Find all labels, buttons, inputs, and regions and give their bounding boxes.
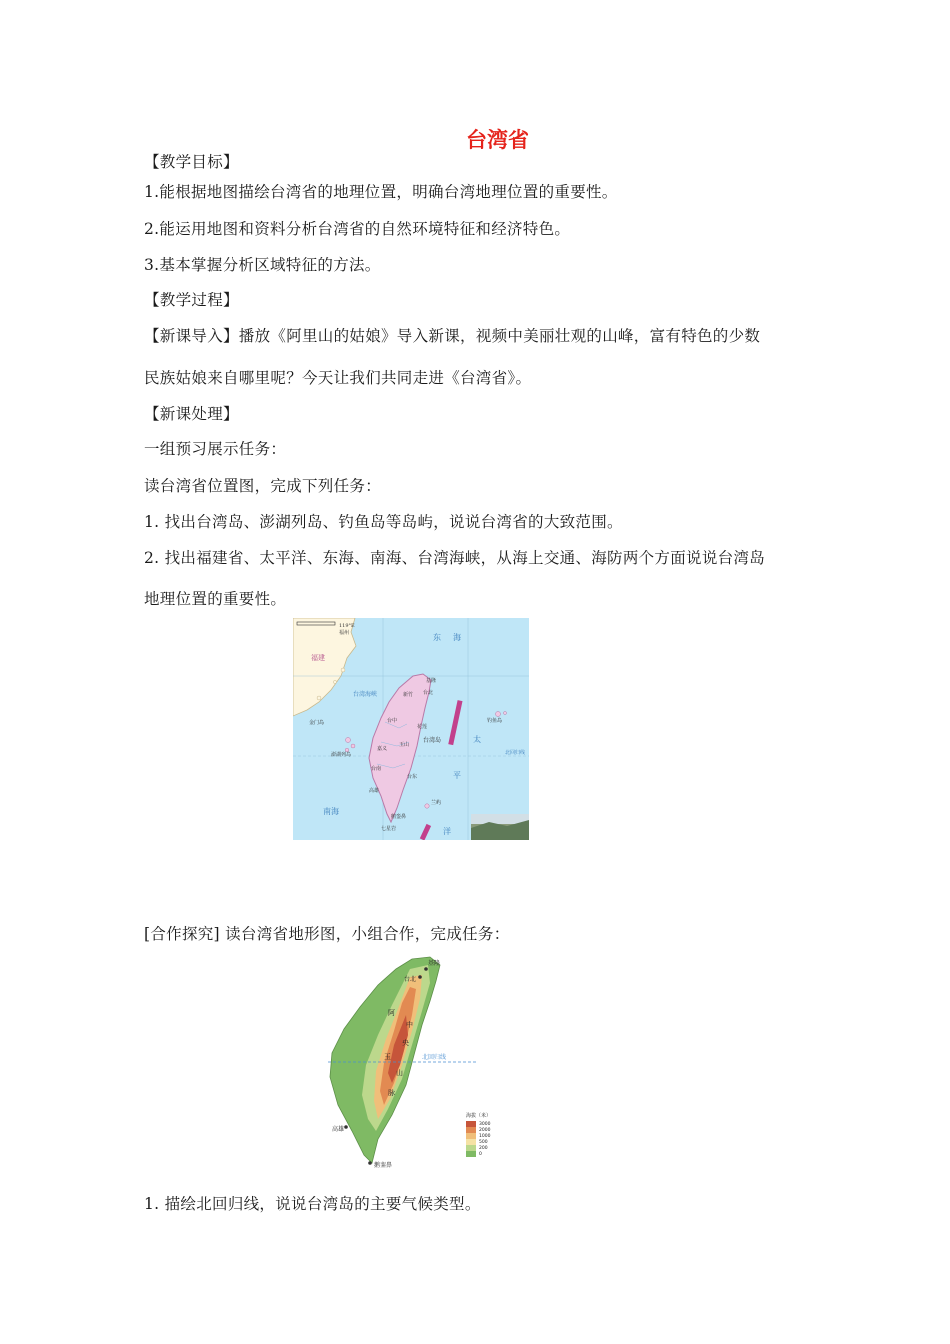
label-cape: 鹅銮鼻 (391, 814, 407, 820)
heading-teaching-goals: 【教学目标】 (144, 153, 239, 171)
label-penghu: 澎湖列岛 (331, 752, 352, 758)
taiwan-location-map (293, 618, 529, 840)
label-lanyu: 兰屿 (431, 800, 442, 806)
elevation-legend (466, 1112, 491, 1157)
group-task-line: 一组预习展示任务： (144, 440, 287, 458)
label-hsinchu: 新竹 (403, 692, 414, 698)
longitude-label: 119°E (339, 623, 355, 629)
task-2-line-2: 地理位置的重要性。 (144, 590, 287, 608)
label-zhong: 中 (406, 1021, 413, 1029)
label-taipei: 台北 (404, 976, 417, 983)
label-fuzhou: 福州 (339, 630, 350, 636)
label-shan: 山 (396, 1069, 403, 1077)
label-cape: 鹅銮鼻 (374, 1162, 393, 1169)
read-map-line: 读台湾省位置图，完成下列任务： (144, 477, 382, 495)
label-east-sea: 东 (433, 633, 441, 642)
legend-title: 海拔（米） (466, 1113, 492, 1119)
label-hualien: 花莲 (417, 724, 428, 730)
label-taipei: 台北 (423, 690, 434, 696)
legend-200: 200 (479, 1146, 488, 1151)
label-keelung: 基隆 (426, 678, 437, 684)
legend-2000: 2000 (479, 1128, 491, 1133)
goal-2: 2.能运用地图和资料分析台湾省的自然环境特征和经济特色。 (144, 220, 571, 238)
heading-teaching-process: 【教学过程】 (144, 291, 239, 309)
label-yang: 洋 (443, 827, 451, 836)
taiwan-terrain-map (318, 955, 498, 1170)
label-jinmen: 金门岛 (309, 720, 325, 726)
label-ping: 平 (453, 771, 461, 780)
label-keelung: 基隆 (428, 960, 441, 967)
goal-3: 3.基本掌握分析区域特征的方法。 (144, 256, 381, 274)
task-2-line-1: 2. 找出福建省、太平洋、东海、南海、台湾海峡，从海上交通、海防两个方面说说台湾岛 (144, 549, 766, 567)
label-taitung: 台东 (407, 774, 418, 780)
label-yushan: 玉山 (399, 742, 410, 748)
coop-line: [合作探究] 读台湾省地形图，小组合作，完成任务： (144, 925, 510, 943)
goal-1: 1.能根据地图描绘台湾省的地理位置，明确台湾地理位置的重要性。 (144, 183, 618, 201)
legend-500: 500 (479, 1140, 488, 1145)
legend-0: 0 (479, 1152, 482, 1157)
label-pacific: 太 (473, 735, 481, 744)
label-tropic: 北回归线 (422, 1054, 447, 1061)
legend-1000: 1000 (479, 1134, 491, 1139)
label-tainan: 台南 (371, 766, 382, 772)
page-title: 台湾省 (466, 128, 529, 152)
intro-line-2: 民族姑娘来自哪里呢？今天让我们共同走进《台湾省》。 (144, 369, 532, 387)
label-yu: 玉 (384, 1053, 391, 1061)
label-diaoyu: 钓鱼岛 (487, 718, 503, 724)
legend-3000: 3000 (479, 1122, 491, 1127)
label-qixingyan: 七星岩 (381, 826, 397, 832)
label-yang: 央 (402, 1039, 409, 1047)
label-taiwan-strait: 台湾海峡 (353, 691, 378, 698)
label-fujian: 福建 (311, 654, 325, 662)
label-sea: 海 (453, 633, 461, 642)
intro-line-1: 【新课导入】播放《阿里山的姑娘》导入新课，视频中美丽壮观的山峰，富有特色的少数 (144, 327, 761, 345)
task-3: 1. 描绘北回归线，说说台湾岛的主要气候类型。 (144, 1195, 481, 1213)
label-mai: 脉 (388, 1089, 395, 1097)
label-kaohsiung: 高雄 (369, 788, 380, 794)
label-taiwan-island: 台湾岛 (423, 737, 442, 744)
label-tropic: 北回归线 (505, 750, 526, 756)
label-south-sea: 南海 (323, 807, 339, 816)
label-ali: 阿 (388, 1009, 395, 1017)
heading-new-lesson: 【新课处理】 (144, 405, 239, 423)
label-chiayi: 嘉义 (377, 746, 388, 752)
task-1: 1. 找出台湾岛、澎湖列岛、钓鱼岛等岛屿，说说台湾省的大致范围。 (144, 513, 623, 531)
label-kaohsiung: 高雄 (332, 1126, 345, 1133)
label-taichung: 台中 (387, 718, 398, 724)
